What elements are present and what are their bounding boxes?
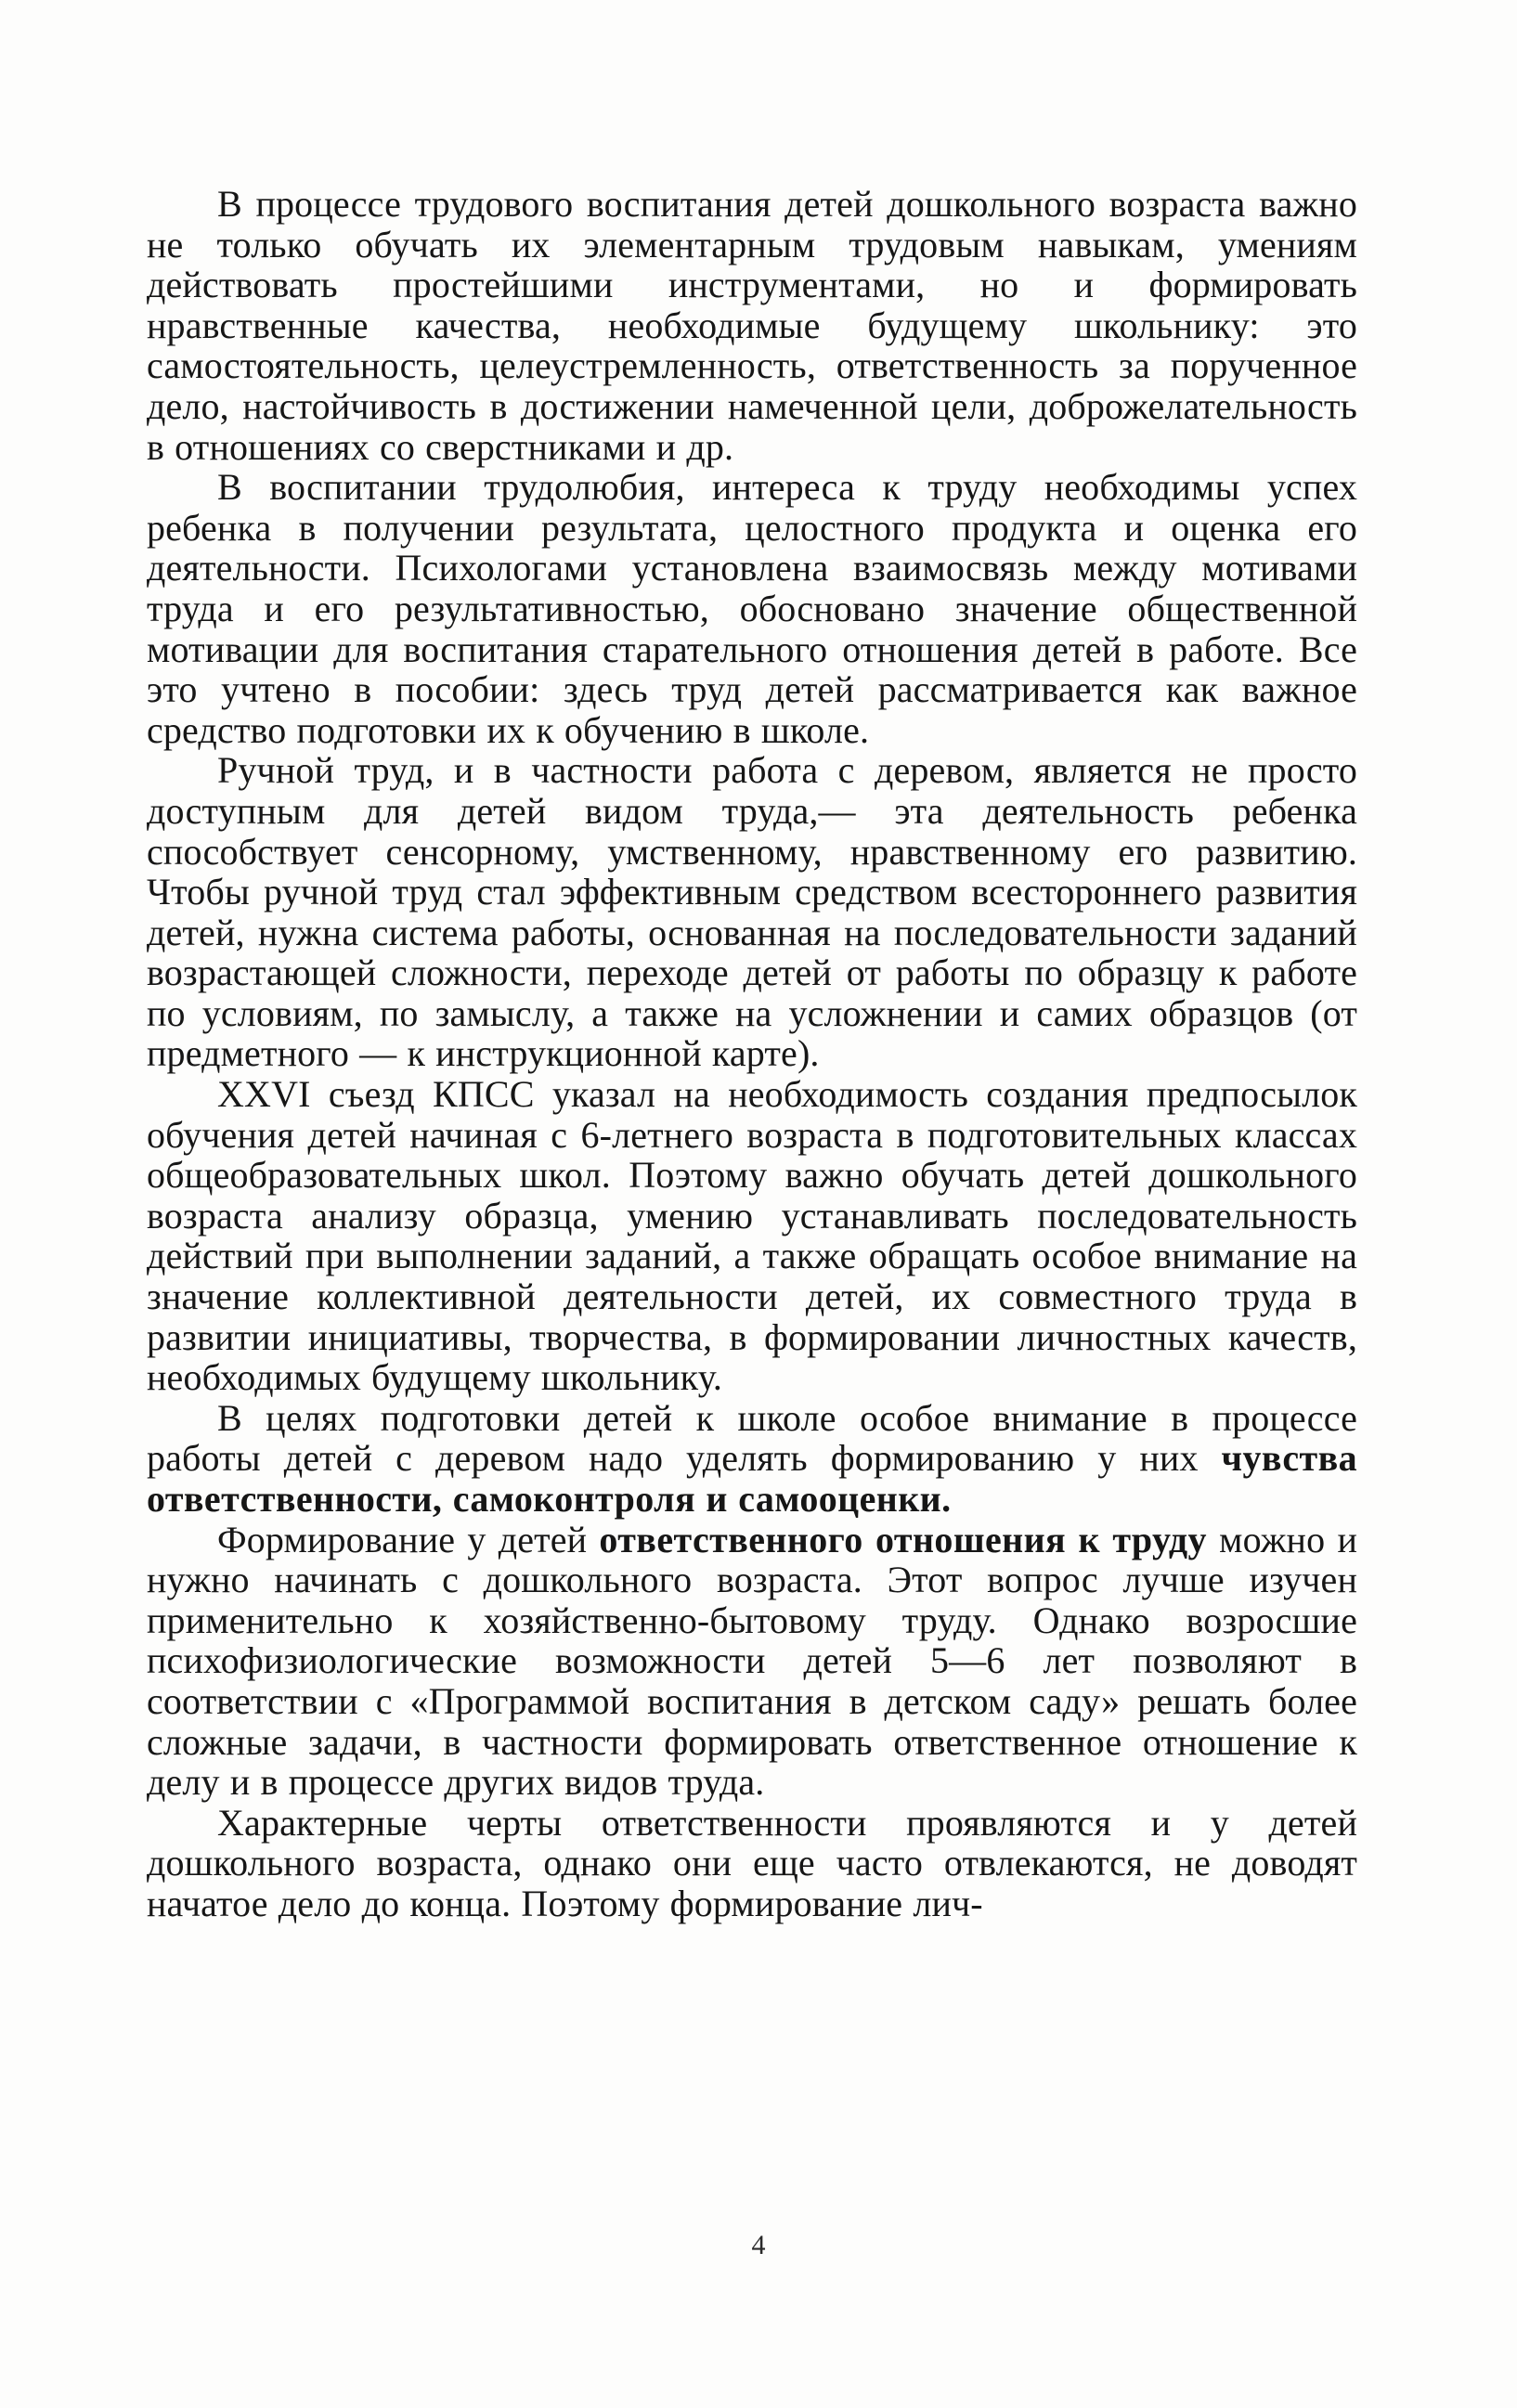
paragraph-3-text: Ручной труд, и в частности работа с деревом, является не просто доступным для детей видом труда,— эта деятельность ребенка способствует сенсорному, умственному, нравственному его развитию. Чтобы ручной труд стал эффективным средством всестороннего развития детей, нужна система работы, основанная на последовательности заданий возрастающей сложности, переходе детей от работы по образцу к работе по условиям, по замыслу, а также на усложнении и самих образцов (от предметного — к инструкционной карте). bbox=[147, 749, 1357, 1075]
paragraph-4 bbox=[147, 1074, 1357, 1398]
body-text bbox=[147, 184, 1357, 1924]
paragraph-7-text: Характерные черты ответственности проявляются и у детей дошкольного возраста, однако они еще часто отвлекаются, не доводят начатое дело до конца. Поэтому формирование лич- bbox=[147, 1801, 1357, 1924]
paragraph-6 bbox=[147, 1520, 1357, 1803]
paragraph-6-tail: можно и нужно начинать с дошкольного возраста. Этот вопрос лучше изучен применительно к хозяйственно-бытовому труду. Однако возросшие психофизиологические возможности детей 5—6 лет позволяют в соответствии с «Программой воспитания в детском саду» решать более сложные задачи, в частности формировать ответственное отношение к делу и в процессе других видов труда. bbox=[147, 1518, 1357, 1804]
paragraph-6-lead: Формирование у детей bbox=[217, 1518, 600, 1560]
paragraph-7 bbox=[147, 1803, 1357, 1924]
paragraph-2 bbox=[147, 467, 1357, 750]
paragraph-2-text: В воспитании трудолюбия, интереса к труду необходимы успех ребенка в получении результата, целостного продукта и оценка его деятельности. Психологами установлена взаимосвязь между мотивами труда и его результативностью, обосновано значение общественной мотивации для воспитания старательного отношения детей в работе. Все это учтено в пособии: здесь труд детей рассматривается как важное средство подготовки их к обучению в школе. bbox=[147, 466, 1357, 751]
paragraph-5-lead: В целях подготовки детей к школе особое внимание в процессе работы детей с деревом надо уделять формированию у них bbox=[147, 1396, 1357, 1480]
paragraph-5-bold: чувства ответственности, самоконтроля и самооценки. bbox=[147, 1437, 1357, 1520]
paragraph-6-bold: ответственного отношения к труду bbox=[599, 1518, 1207, 1560]
paragraph-1 bbox=[147, 184, 1357, 467]
paragraph-5 bbox=[147, 1398, 1357, 1520]
paragraph-1-text: В процессе трудового воспитания детей дошкольного возраста важно не только обучать их элементарным трудовым навыкам, умениям действовать простейшими инструментами, но и формировать нравственные качества, необходимые будущему школьнику: это самостоятельность, целеустремленность, ответственность за порученное дело, настойчивость в достижении намеченной цели, доброжелательность в отношениях со сверстниками и др. bbox=[147, 183, 1357, 468]
paragraph-4-text: XXVI съезд КПСС указал на необходимость создания предпосылок обучения детей начиная с 6-летнего возраста в подготовительных классах общеобразовательных школ. Поэтому важно обучать детей дошкольного возраста анализу образца, умению устанавливать последовательность действий при выполнении заданий, а также обращать особое внимание на значение коллективной деятельности детей, их совместного труда в развитии инициативы, творчества, в формировании личностных качеств, необходимых будущему школьнику. bbox=[147, 1073, 1357, 1399]
page-number: 4 bbox=[751, 2230, 766, 2260]
paragraph-3 bbox=[147, 750, 1357, 1074]
